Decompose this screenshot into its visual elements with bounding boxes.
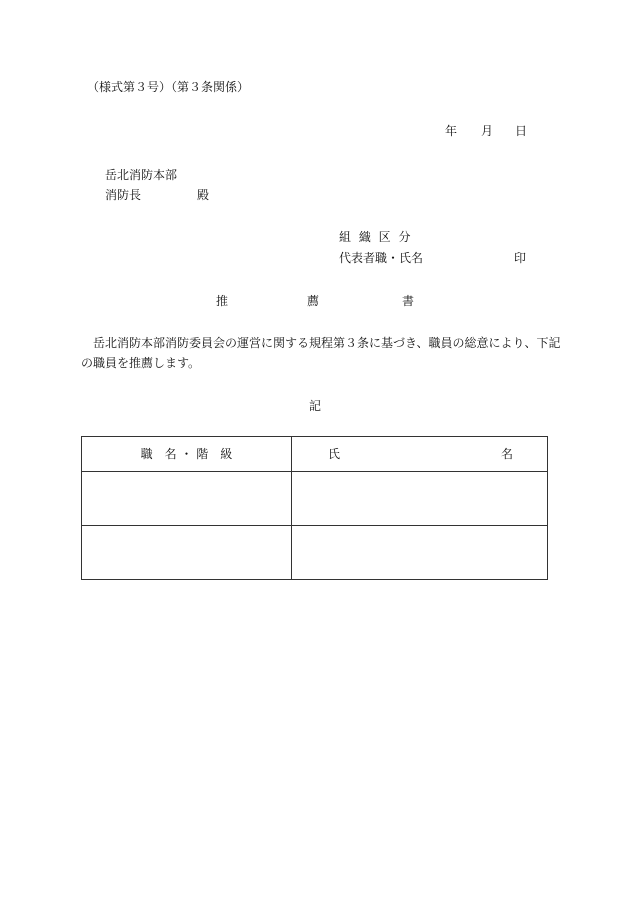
date-month-label: 月 <box>481 124 494 138</box>
representative-label: 代表者職・氏名 <box>339 251 424 265</box>
ki-heading: 記 <box>309 399 322 413</box>
title-char-2: 薦 <box>307 294 320 308</box>
addressee-org: 岳北消防本部 <box>105 168 178 182</box>
name-header <box>292 437 548 472</box>
body-line-2: の職員を推薦します。 <box>81 356 201 370</box>
addressee-honorific: 殿 <box>197 188 210 202</box>
title-char-3: 書 <box>402 294 415 308</box>
name-header-left: 氏 <box>328 447 341 461</box>
recommendation-table <box>81 436 548 580</box>
name-cell[interactable] <box>292 472 548 526</box>
table-row <box>82 472 548 526</box>
table-row <box>82 526 548 580</box>
position-rank-cell[interactable] <box>82 526 292 580</box>
date-day-label: 日 <box>515 124 528 138</box>
position-rank-cell[interactable] <box>82 472 292 526</box>
body-line-1: 岳北消防本部消防委員会の運営に関する規程第３条に基づき、職員の総意により、下記 <box>93 336 561 350</box>
name-cell[interactable] <box>292 526 548 580</box>
table-header-row <box>82 437 548 472</box>
org-division-label: 組 織 区 分 <box>339 230 413 244</box>
form-number: （様式第３号）（第３条関係） <box>87 80 250 94</box>
title-char-1: 推 <box>216 294 229 308</box>
seal-mark: 印 <box>514 251 527 265</box>
addressee-title: 消防長 <box>105 188 142 202</box>
position-rank-header: 職 名 ・ 階 級 <box>82 437 292 472</box>
name-header-right: 名 <box>500 447 513 461</box>
date-year-label: 年 <box>445 124 458 138</box>
